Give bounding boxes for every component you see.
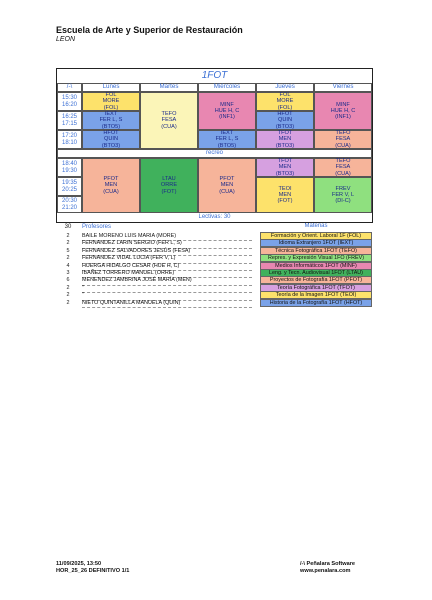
teacher-name: FERNANDEZ LARIN SERGIO (FER L, S) (82, 239, 252, 248)
hours-count: 2 (66, 299, 70, 306)
school-name: Escuela de Arte y Superior de Restauración (56, 25, 243, 35)
hours-count: 6 (66, 277, 70, 284)
hours-count: 3 (66, 270, 70, 276)
time-slot-2: 16:25 17:15 (57, 111, 82, 130)
session-wed-1[interactable]: MINF HUE H, C (INF1) (198, 92, 256, 130)
legend-mat-header: Materias (304, 223, 328, 229)
time-slot-4: 18:40 19:30 (57, 158, 82, 177)
subject-label[interactable]: Técnica Fotográfica 1FOT (TEFO) (260, 247, 372, 255)
footer-right (300, 561, 373, 575)
hours-count: 2 (66, 233, 70, 239)
day-header-mon: Lunes (82, 83, 140, 92)
session-thu-2[interactable]: HFOT QUIN (BTO3) (256, 111, 314, 130)
subject-legend (56, 223, 373, 307)
session-wed-3[interactable]: IEXT FER L, S (BTO5) (198, 130, 256, 149)
website-link[interactable]: www.penalara.com (300, 568, 351, 574)
session-fri-4[interactable]: TEFO FESA (CUA) (314, 158, 372, 177)
teacher-name: MENENDEZ JAMBRINA JOSÉ MARÍA (MEN) (82, 276, 252, 285)
subject-label[interactable]: Repres. y Expresión Visual 1FO (FREV) (260, 254, 372, 262)
subject-label[interactable]: Medios Informáticos 1FOT (MINF) (260, 262, 372, 270)
session-mon-1[interactable]: FOL MORE (FOL) (82, 92, 140, 111)
subject-label[interactable]: Teoría Fotográfica 1FOT (TFOT) (260, 284, 372, 292)
teacher-name: FERNANDEZ VIDAL LUCIA (FER V, L) (82, 254, 252, 263)
session-mon-evening[interactable]: PFOT MEN (CUA) (82, 158, 140, 213)
hours-count: 2 (66, 255, 70, 262)
teacher-name: NIETO QUINTANILLA MANUELA (QUIN) (82, 299, 252, 308)
day-header-fri: Viernes (314, 83, 372, 92)
hours-count: 2 (66, 292, 70, 299)
subject-label[interactable]: Historia de la Fotografía 1FOT (HFOT) (260, 299, 372, 307)
recreo-band: recreo (57, 149, 372, 158)
subject-label[interactable]: Teoría de la Imagen 1FOT (TEOI) (260, 291, 372, 299)
corner-logo: /-\ (57, 83, 82, 92)
session-tue-afternoon[interactable]: TEFO FESA (CUA) (140, 92, 198, 149)
timetable (56, 68, 373, 223)
session-thu-5[interactable]: TEOI MEN (FOT) (256, 177, 314, 213)
subject-label[interactable]: Formación y Orient. Laboral 1F (FOL) (260, 232, 372, 240)
legend-row (56, 299, 373, 307)
footer-left (56, 561, 129, 575)
version-label: HOR_25_26 DEFINITIVO 1/1 (56, 568, 130, 574)
teacher-name: BAILE MORENO LUIS MARIA (MORE) (82, 232, 252, 241)
lectivas-total: Lectivas: 30 (57, 213, 372, 222)
print-date: 11/09/2025, 13:50 (56, 561, 102, 567)
time-slot-6: 20:30 21:20 (57, 196, 82, 213)
session-fri-5[interactable]: FREV FER V, L (DI-C) (314, 177, 372, 213)
teacher-name: FERNANDEZ SALVADORES JESÚS (FESA) (82, 247, 252, 256)
session-mon-2[interactable]: IEXT FER L, S (BTO5) (82, 111, 140, 130)
legend-header (56, 223, 373, 231)
legend-prof-header: Profesores (82, 224, 112, 230)
time-slot-5: 19:35 20:25 (57, 177, 82, 196)
day-header-wed: Miércoles (198, 83, 256, 92)
session-wed-evening[interactable]: PFOT MEN (CUA) (198, 158, 256, 213)
teacher-name: HUERGA HIDALGO CESAR (HUE H, C) (82, 262, 252, 271)
day-header-tue: Martes (140, 83, 198, 92)
subject-label[interactable]: Idioma Extranjero 1FOT (IEXT) (260, 239, 372, 247)
teacher-name: " (82, 291, 252, 300)
hours-count: 2 (66, 284, 70, 291)
session-fri-1[interactable]: MINF HUE H, C (INF1) (314, 92, 372, 130)
session-mon-3[interactable]: HFOT QUIN (BTO3) (82, 130, 140, 149)
session-tue-evening[interactable]: LTAU ORRE (FOT) (140, 158, 198, 213)
legend-total: 30 (64, 224, 72, 230)
group-title: 1FOT (57, 69, 372, 83)
session-thu-4[interactable]: TFOT MEN (BTO3) (256, 158, 314, 177)
city-name: LEON (56, 36, 76, 43)
software-label: /-\ Peñalara Software (300, 561, 356, 567)
session-thu-1[interactable]: FOL MORE (FOL) (256, 92, 314, 111)
session-thu-3[interactable]: TFOT MEN (BTO3) (256, 130, 314, 149)
day-header-thu: Jueves (256, 83, 314, 92)
subject-label[interactable]: Proyectos de Fotografía 1FOT (PFOT) (260, 276, 372, 284)
hours-count: 2 (66, 240, 70, 247)
time-slot-3: 17:20 18:10 (57, 130, 82, 149)
subject-label[interactable]: Leng. y Tecn. Audiovisual 1FOT (LTAU) (260, 269, 372, 277)
hours-count: 5 (66, 247, 70, 254)
teacher-name: IBAÑEZ TORRERO MANUEL (ORRE) (82, 269, 252, 278)
session-fri-3[interactable]: TEFO FESA (CUA) (314, 130, 372, 149)
time-slot-1: 15:30 16:20 (57, 92, 82, 111)
teacher-name: " (82, 284, 252, 293)
hours-count: 4 (66, 262, 70, 269)
